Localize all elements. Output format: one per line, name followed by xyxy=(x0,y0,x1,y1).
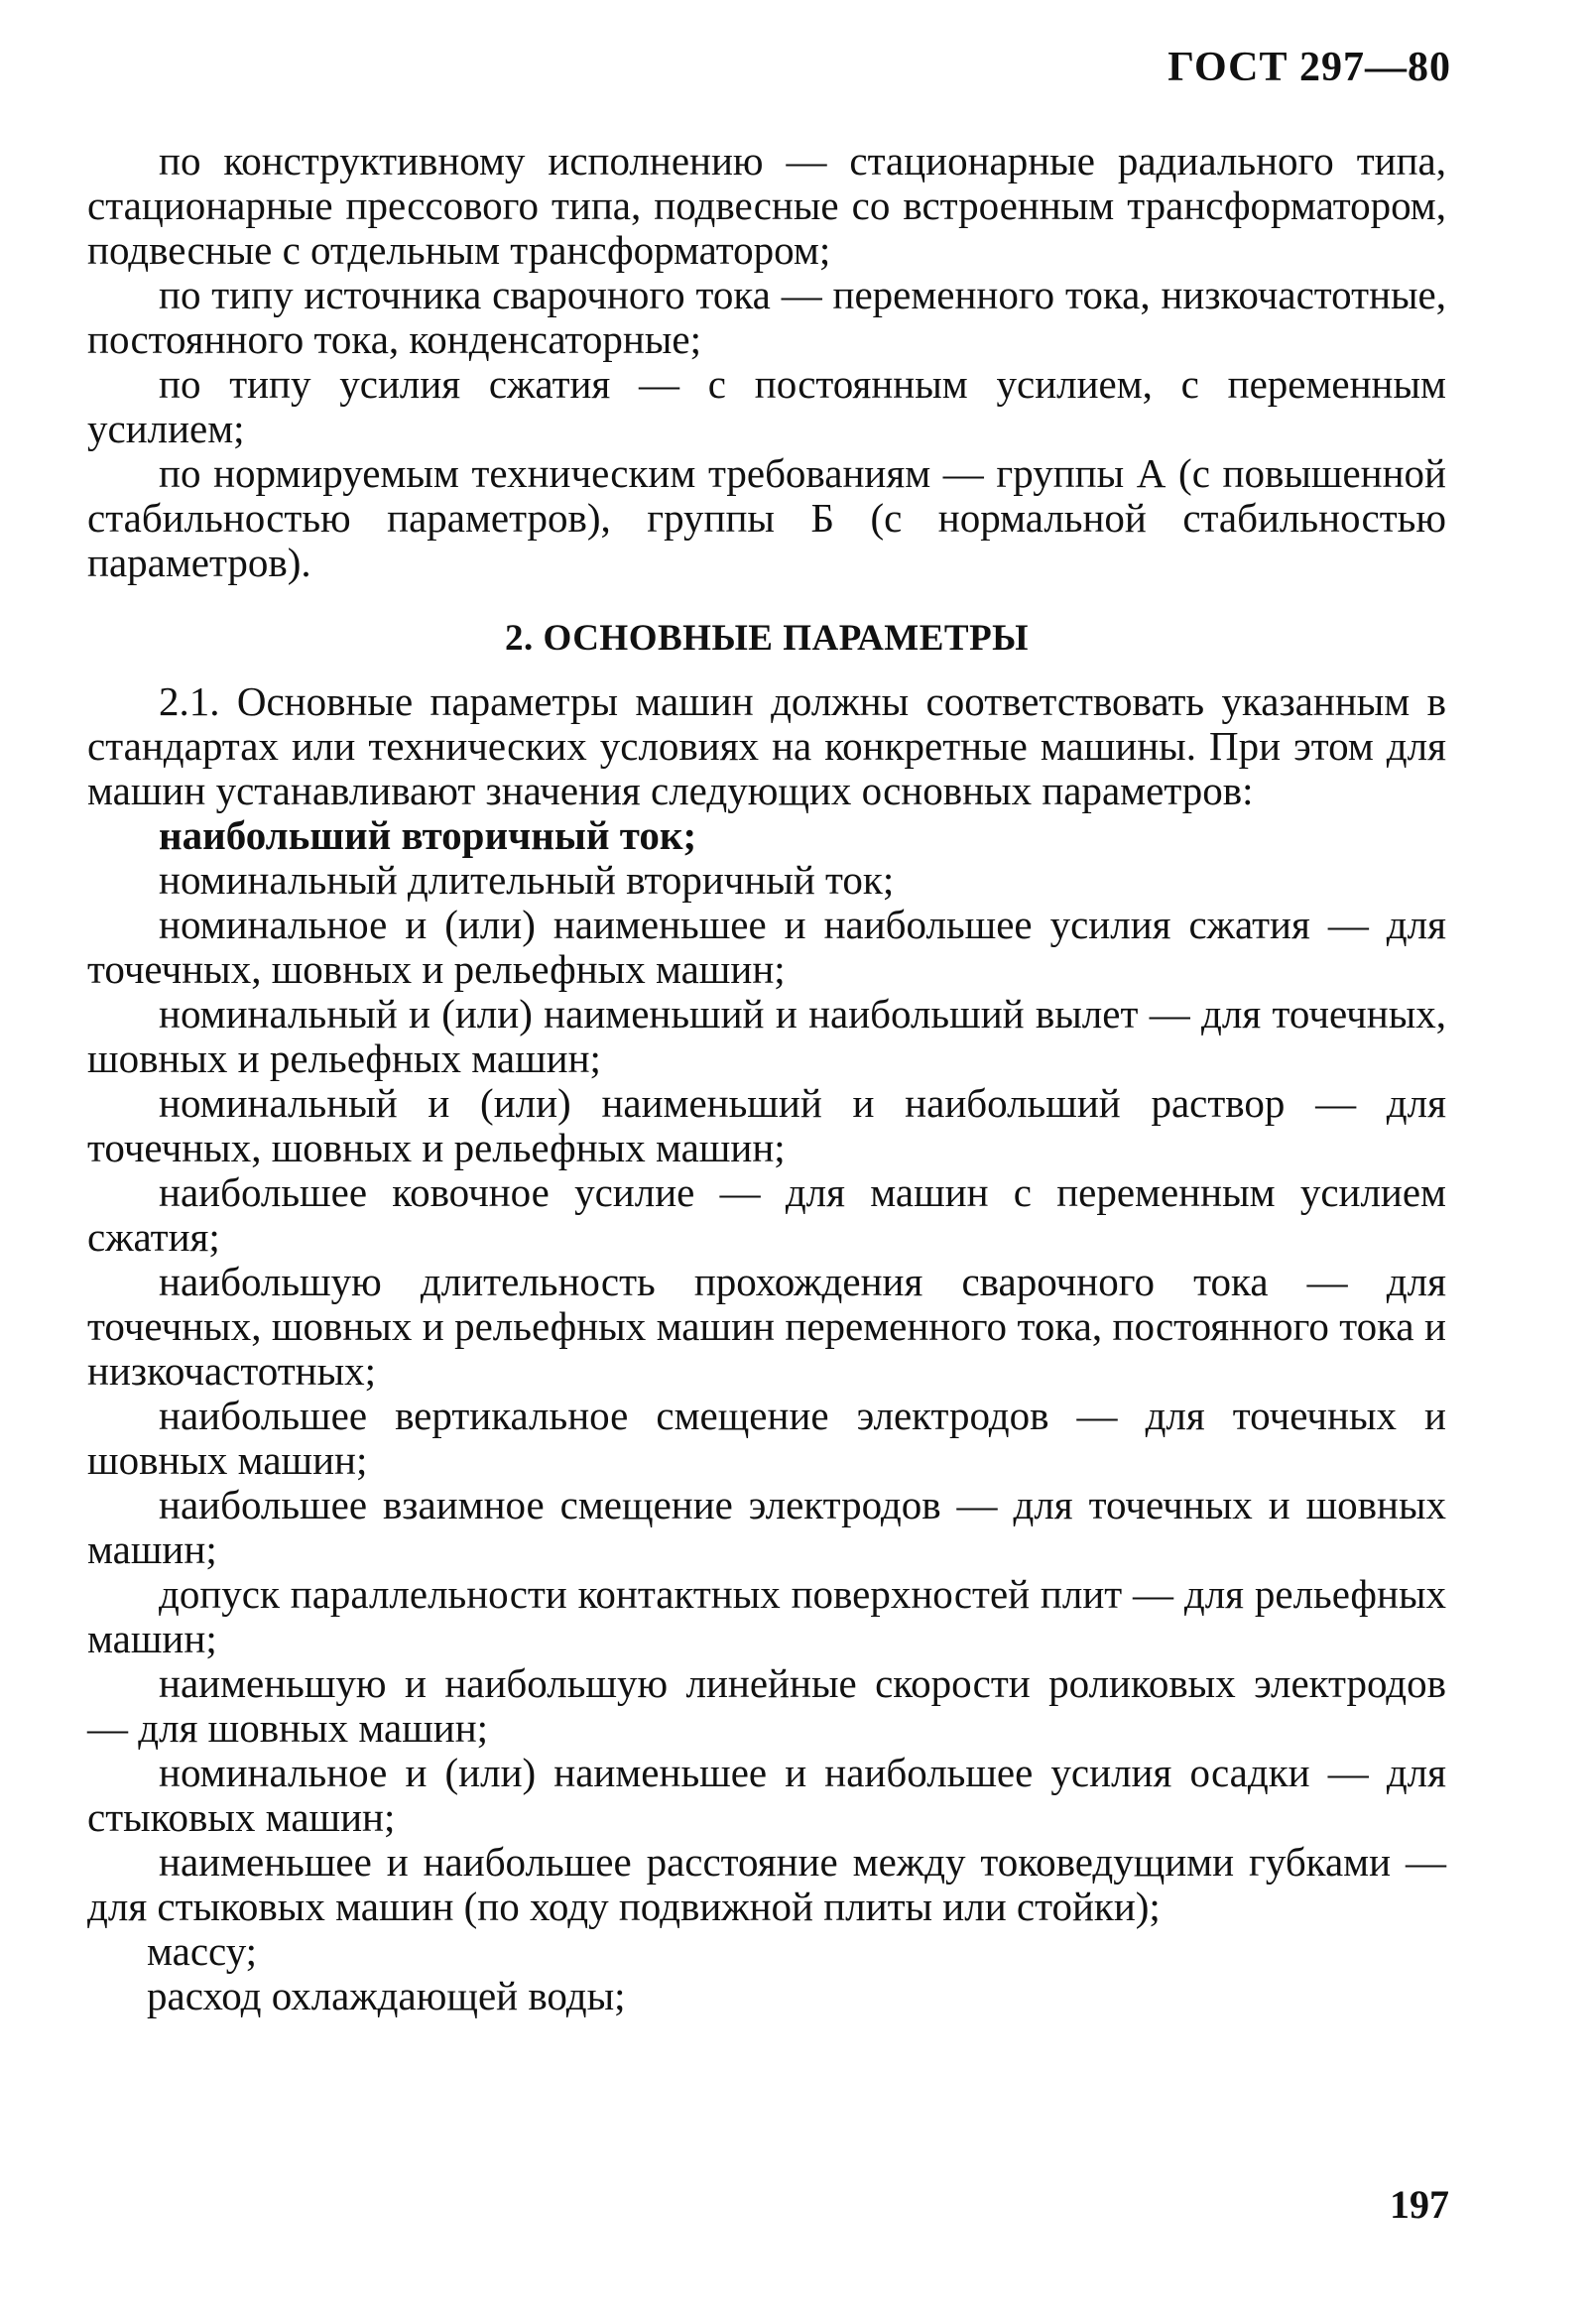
document-code-header: ГОСТ 297—80 xyxy=(1167,45,1451,90)
list-item-upset-force: номинальное и (или) наименьшее и наибольшее усилия осадки — для стыковых машин; xyxy=(87,1750,1446,1840)
list-item-current-duration: наибольшую длительность прохождения сварочного тока — для точечных, шовных и рельефных машин переменного тока, постоянного тока и низкочастотных; xyxy=(87,1259,1446,1394)
list-item-parallelism-tolerance: допуск параллельности контактных поверхностей плит — для рельефных машин; xyxy=(87,1571,1446,1661)
page-number: 197 xyxy=(1390,2182,1449,2227)
paragraph-design-type: по конструктивному исполнению — стационарные радиального типа, стационарные прессового типа, подвесные со встроенным трансформатором, подвесные с отдельным трансформатором; xyxy=(87,138,1446,273)
paragraph-technical-requirements: по нормируемым техническим требованиям — группы А (с повышенной стабильностью параметров), группы Б (с нормальной стабильностью параметров). xyxy=(87,450,1446,585)
list-item-clamping-force: номинальное и (или) наименьшее и наибольшее усилия сжатия — для точечных, шовных и рельефных машин; xyxy=(87,902,1446,992)
list-item-forging-force: наибольшее ковочное усилие — для машин с переменным усилием сжатия; xyxy=(87,1169,1446,1260)
document-body xyxy=(87,139,1446,2018)
section-heading: 2. ОСНОВНЫЕ ПАРАМЕТРЫ xyxy=(504,618,1030,659)
list-item-linear-speed: наименьшую и наибольшую линейные скорости роликовых электродов — для шовных машин; xyxy=(87,1660,1446,1751)
list-item-jaw-distance: наименьшее и наибольшее расстояние между токоведущими губками — для стыковых машин (по ходу подвижной плиты или стойки); xyxy=(87,1839,1446,1929)
list-item-nominal-secondary-current: номинальный длительный вторичный ток; xyxy=(159,857,895,903)
list-item-overhang: номинальный и (или) наименьший и наибольший вылет — для точечных, шовных и рельефных машин; xyxy=(87,991,1446,1081)
list-item-mass: массу; xyxy=(147,1928,258,1974)
list-item-max-secondary-current: наибольший вторичный ток; xyxy=(159,812,697,858)
list-item-vertical-displacement: наибольшее вертикальное смещение электродов — для точечных и шовных машин; xyxy=(87,1393,1446,1483)
list-item-opening: номинальный и (или) наименьший и наибольший раствор — для точечных, шовных и рельефных машин; xyxy=(87,1080,1446,1170)
list-item-mutual-displacement: наибольшее взаимное смещение электродов — для точечных и шовных машин; xyxy=(87,1482,1446,1572)
paragraph-2-1: 2.1. Основные параметры машин должны соответствовать указанным в стандартах или технических условиях на конкретные машины. При этом для машин устанавливают значения следующих основных параметров: xyxy=(87,678,1446,813)
paragraph-current-source: по типу источника сварочного тока — переменного тока, низкочастотные, постоянного тока, конденсаторные; xyxy=(87,272,1446,362)
paragraph-clamping-force: по типу усилия сжатия — с постоянным усилием, с переменным усилием; xyxy=(87,361,1446,451)
list-item-cooling-water: расход охлаждающей воды; xyxy=(147,1973,626,2018)
